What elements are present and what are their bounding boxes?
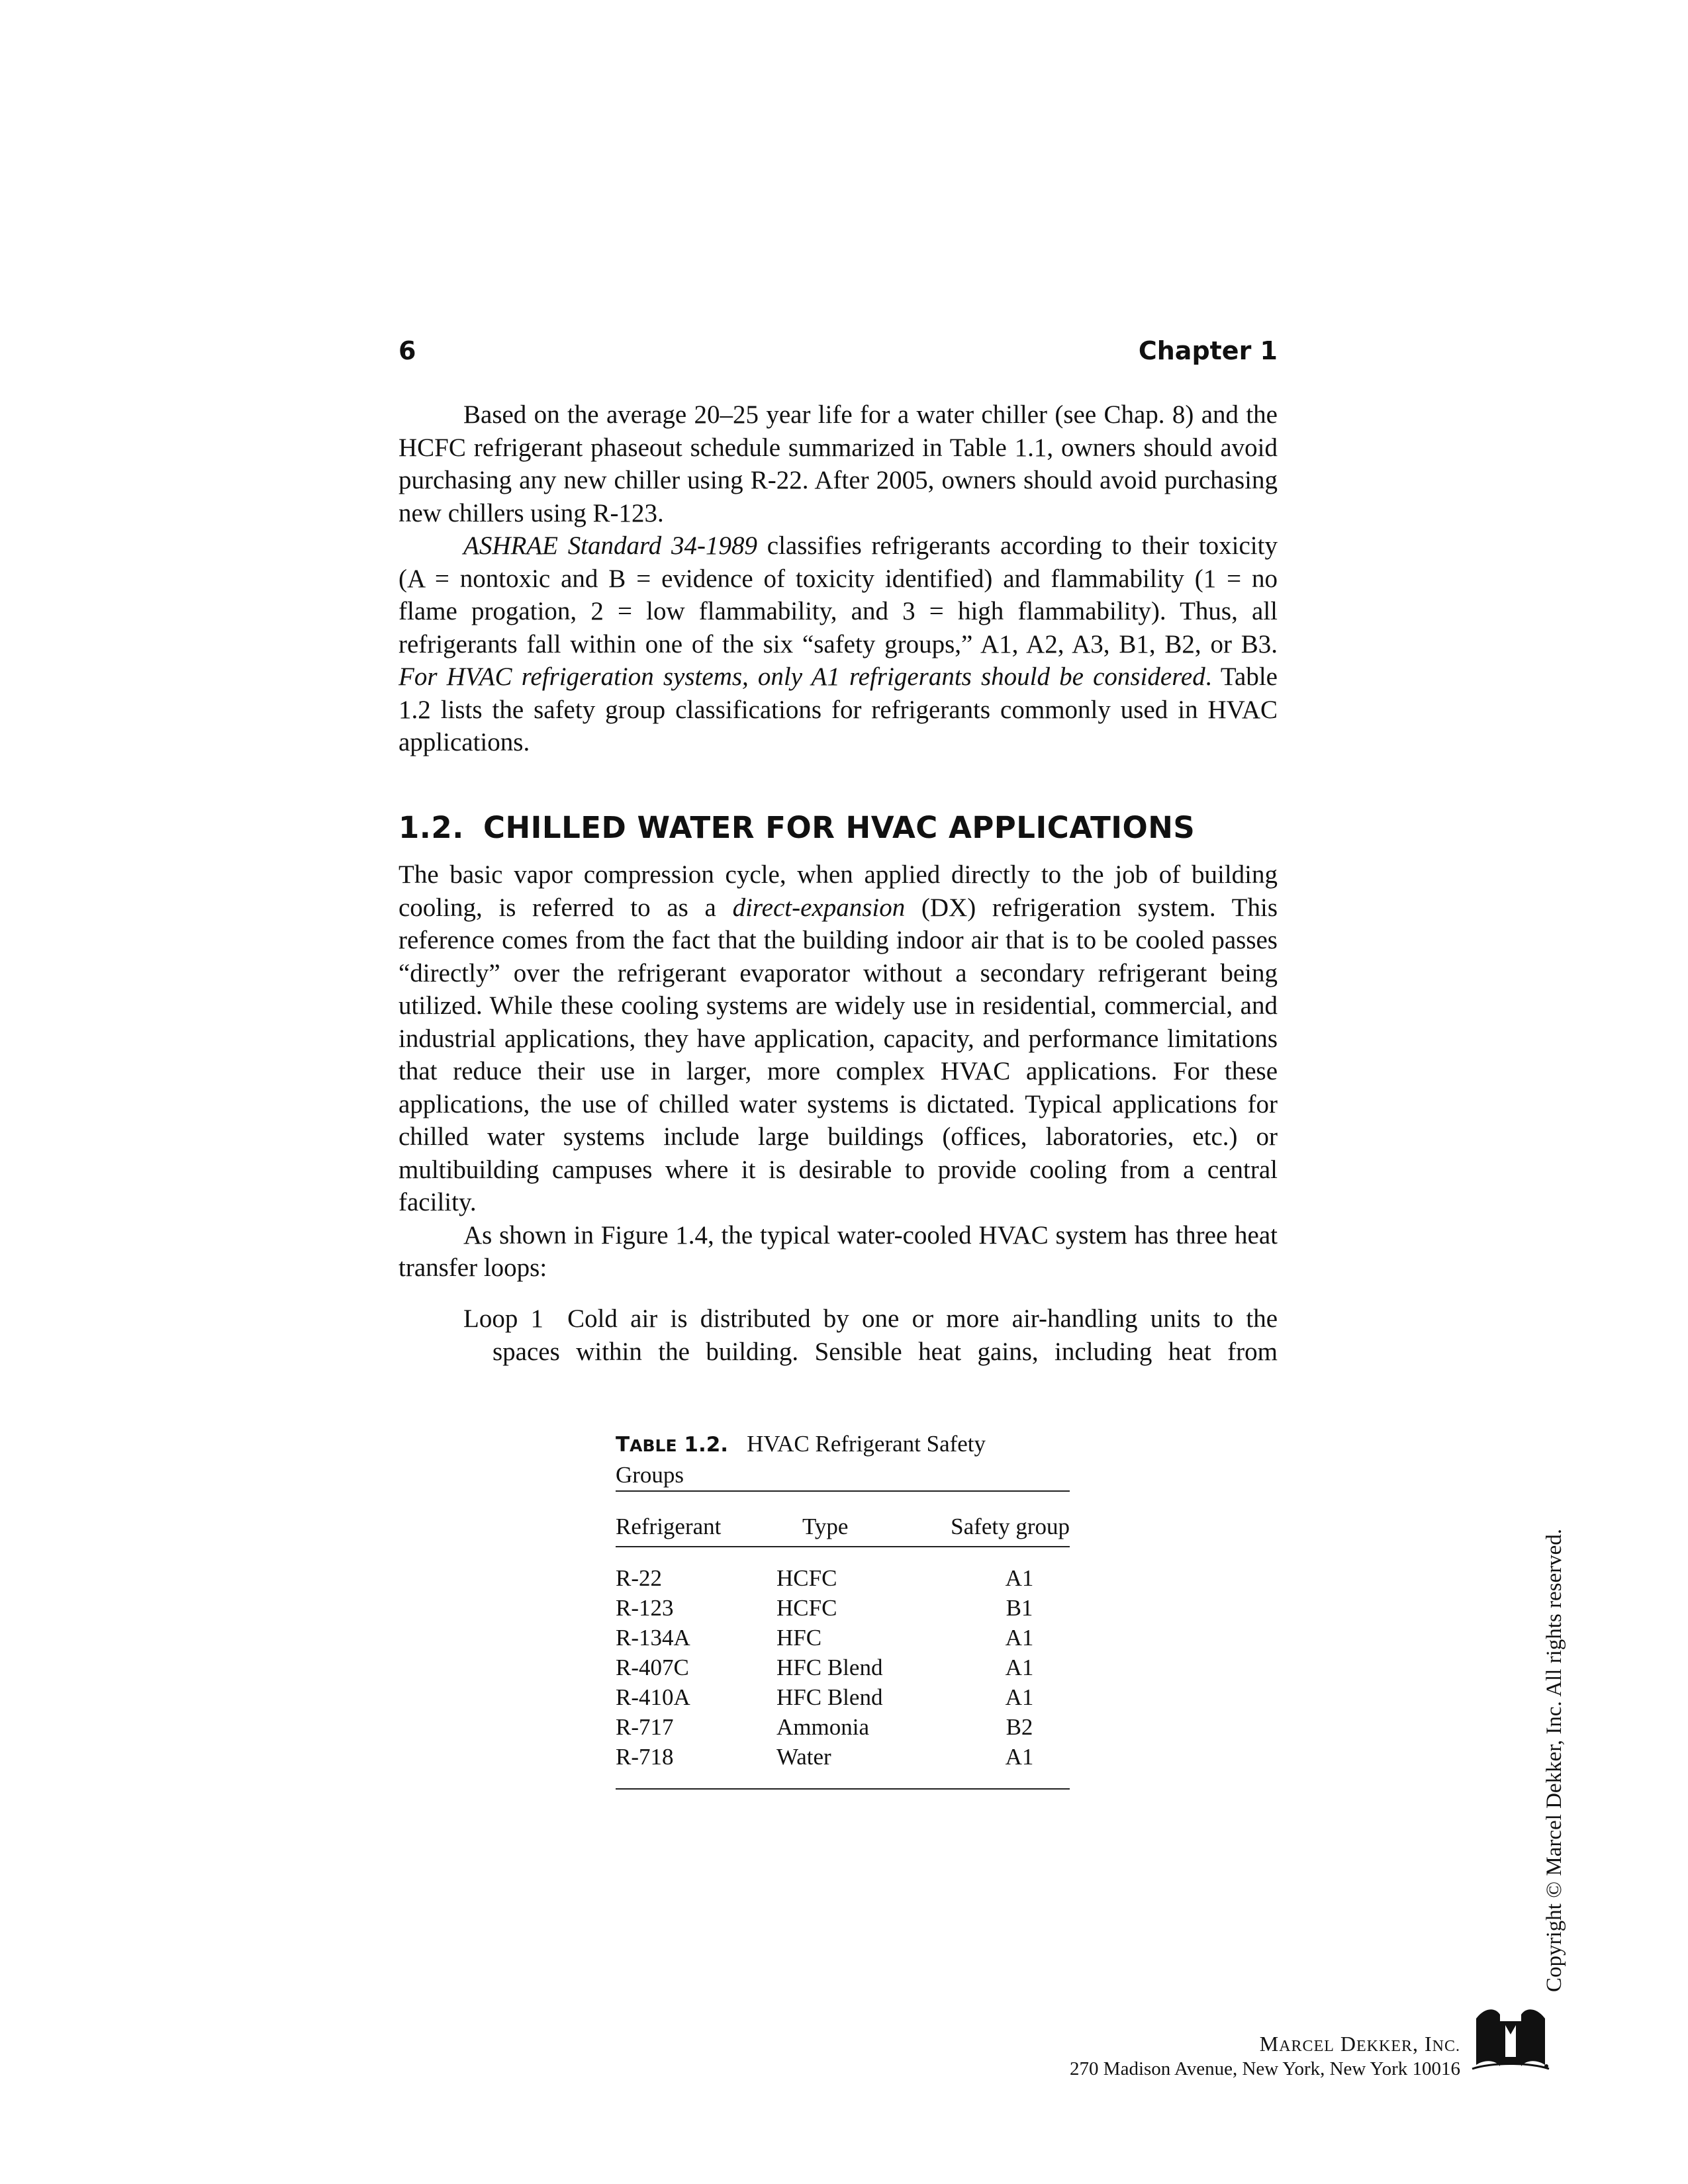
- cell-refrigerant: R-718: [616, 1744, 674, 1770]
- cell-safety-group: B2: [1006, 1714, 1033, 1740]
- table-label-rest: ABLE: [630, 1436, 677, 1455]
- table-row: [616, 1682, 1070, 1712]
- section-heading: [399, 810, 1195, 845]
- cell-refrigerant: R-407C: [616, 1655, 689, 1680]
- publisher-name: MARCEL DEKKER, INC.: [1259, 2032, 1460, 2056]
- cell-safety-group: A1: [1005, 1744, 1034, 1770]
- header-refrigerant: Refrigerant: [616, 1514, 722, 1539]
- table-caption-text: HVAC Refrigerant Safety Groups: [616, 1431, 986, 1488]
- cell-safety-group: A1: [1005, 1684, 1034, 1710]
- pub-nc: NC.: [1432, 2038, 1460, 2055]
- cell-refrigerant: R-123: [616, 1595, 674, 1621]
- cell-refrigerant: R-410A: [616, 1684, 690, 1710]
- pub-arcel: ARCEL: [1279, 2038, 1335, 2055]
- cell-safety-group: A1: [1005, 1625, 1034, 1651]
- paragraph-2-text-2: . Table 1.2 lists the safety group classifications for refrigerants commonly used in HVAC applications.: [399, 662, 1278, 756]
- cell-type: HCFC: [776, 1565, 837, 1591]
- table-label-number: 1.2.: [684, 1433, 729, 1457]
- pub-d: D: [1340, 2032, 1356, 2056]
- paragraph-2: [399, 529, 1278, 759]
- cell-type: HFC: [776, 1625, 822, 1651]
- loop-1-text-1: Cold air is distributed by one or more air-handling units to the: [567, 1304, 1278, 1333]
- intro-text: [399, 398, 1278, 759]
- paragraph-3-text-1: The basic vapor compression cycle, when applied directly to the job of building cooling, is referred to as a: [399, 860, 1278, 922]
- table-header-row: [616, 1512, 1070, 1541]
- header-safety-group: Safety group: [951, 1514, 1070, 1539]
- chapter-title: Chapter 1: [1138, 336, 1278, 365]
- dx-term: direct-expansion: [732, 893, 906, 922]
- paragraph-3-text-2: (DX) refrigeration system. This reference comes from the fact that the building indoor air that is to be cooled passes “directly” over the refrigerant evaporator without a secondary refrigerant being utilized. While these cooling systems are widely use in residential, commercial, and industrial applications, they have application, capacity, and performance limitations that reduce their use in larger, more complex HVAC applications. For these applications, the use of chilled water systems is dictated. Typical applications for chilled water systems include large buildings (offices, laboratories, etc.) or multibuilding campuses where it is desirable to provide cooling from a central facility.: [399, 893, 1278, 1216]
- header-type: Type: [802, 1514, 849, 1539]
- table-body: [616, 1563, 1070, 1772]
- cell-safety-group: A1: [1005, 1655, 1034, 1680]
- cell-safety-group: B1: [1006, 1595, 1033, 1621]
- copyright-notice: Copyright © Marcel Dekker, Inc. All rights reserved.: [1542, 1528, 1566, 1992]
- table-label-first: T: [616, 1433, 630, 1457]
- page-number: 6: [399, 336, 416, 365]
- paragraph-4: As shown in Figure 1.4, the typical water-cooled HVAC system has three heat transfer loops:: [399, 1220, 1278, 1282]
- paragraph-1: Based on the average 20–25 year life for a water chiller (see Chap. 8) and the HCFC refrigerant phaseout schedule summarized in Table 1.1, owners should avoid purchasing any new chiller using R-22. After 2005, owners should avoid purchasing new chillers using R-123.: [399, 400, 1278, 527]
- pub-i: I: [1425, 2032, 1432, 2056]
- loop-1-line-1: [463, 1302, 1278, 1336]
- section-title: CHILLED WATER FOR HVAC APPLICATIONS: [483, 810, 1196, 845]
- pub-m: M: [1259, 2032, 1280, 2056]
- table-row: [616, 1712, 1070, 1742]
- cell-refrigerant: R-134A: [616, 1625, 690, 1651]
- table-row: [616, 1593, 1070, 1623]
- paragraph-2-text-1: classifies refrigerants according to their toxicity (A = nontoxic and B = evidence of toxicity identified) and flammability (1 = no flame progation, 2 = low flammability, and 3 = high flammability). Thus, all refrigerants fall within one of the six “safety groups,” A1, A2, A3, B1, B2, or B3.: [399, 531, 1278, 659]
- cell-refrigerant: R-717: [616, 1714, 674, 1740]
- paragraph-3: [399, 858, 1278, 1219]
- table-row: [616, 1623, 1070, 1653]
- table-top-rule: [616, 1490, 1070, 1492]
- cell-type: HFC Blend: [776, 1655, 883, 1680]
- cell-type: Ammonia: [776, 1714, 869, 1740]
- cell-type: HCFC: [776, 1595, 837, 1621]
- loop-1-label: Loop 1: [463, 1304, 544, 1333]
- loop-1-item: [463, 1302, 1278, 1368]
- table-caption: [616, 1430, 1039, 1490]
- cell-safety-group: A1: [1005, 1565, 1034, 1591]
- emphasis-text: For HVAC refrigeration systems, only A1 refrigerants should be considered: [399, 662, 1205, 691]
- table-label: [616, 1433, 728, 1457]
- table-header-rule: [616, 1546, 1070, 1547]
- table-row: [616, 1742, 1070, 1772]
- cell-refrigerant: R-22: [616, 1565, 662, 1591]
- table-row: [616, 1653, 1070, 1682]
- section-number: 1.2.: [399, 810, 464, 845]
- pub-ekker: EKKER: [1356, 2038, 1413, 2055]
- loop-1-line-2: spaces within the building. Sensible heat gains, including heat from: [492, 1337, 1278, 1366]
- section-text: [399, 858, 1278, 1285]
- table-row: [616, 1563, 1070, 1593]
- table-bottom-rule: [616, 1788, 1070, 1790]
- table-header: [616, 1512, 1070, 1541]
- cell-type: HFC Blend: [776, 1684, 883, 1710]
- standard-name: ASHRAE Standard 34-1989: [463, 531, 758, 560]
- publisher-logo-icon: [1471, 2005, 1550, 2071]
- cell-type: Water: [776, 1744, 831, 1770]
- publisher-address: 270 Madison Avenue, New York, New York 10016: [1070, 2058, 1460, 2079]
